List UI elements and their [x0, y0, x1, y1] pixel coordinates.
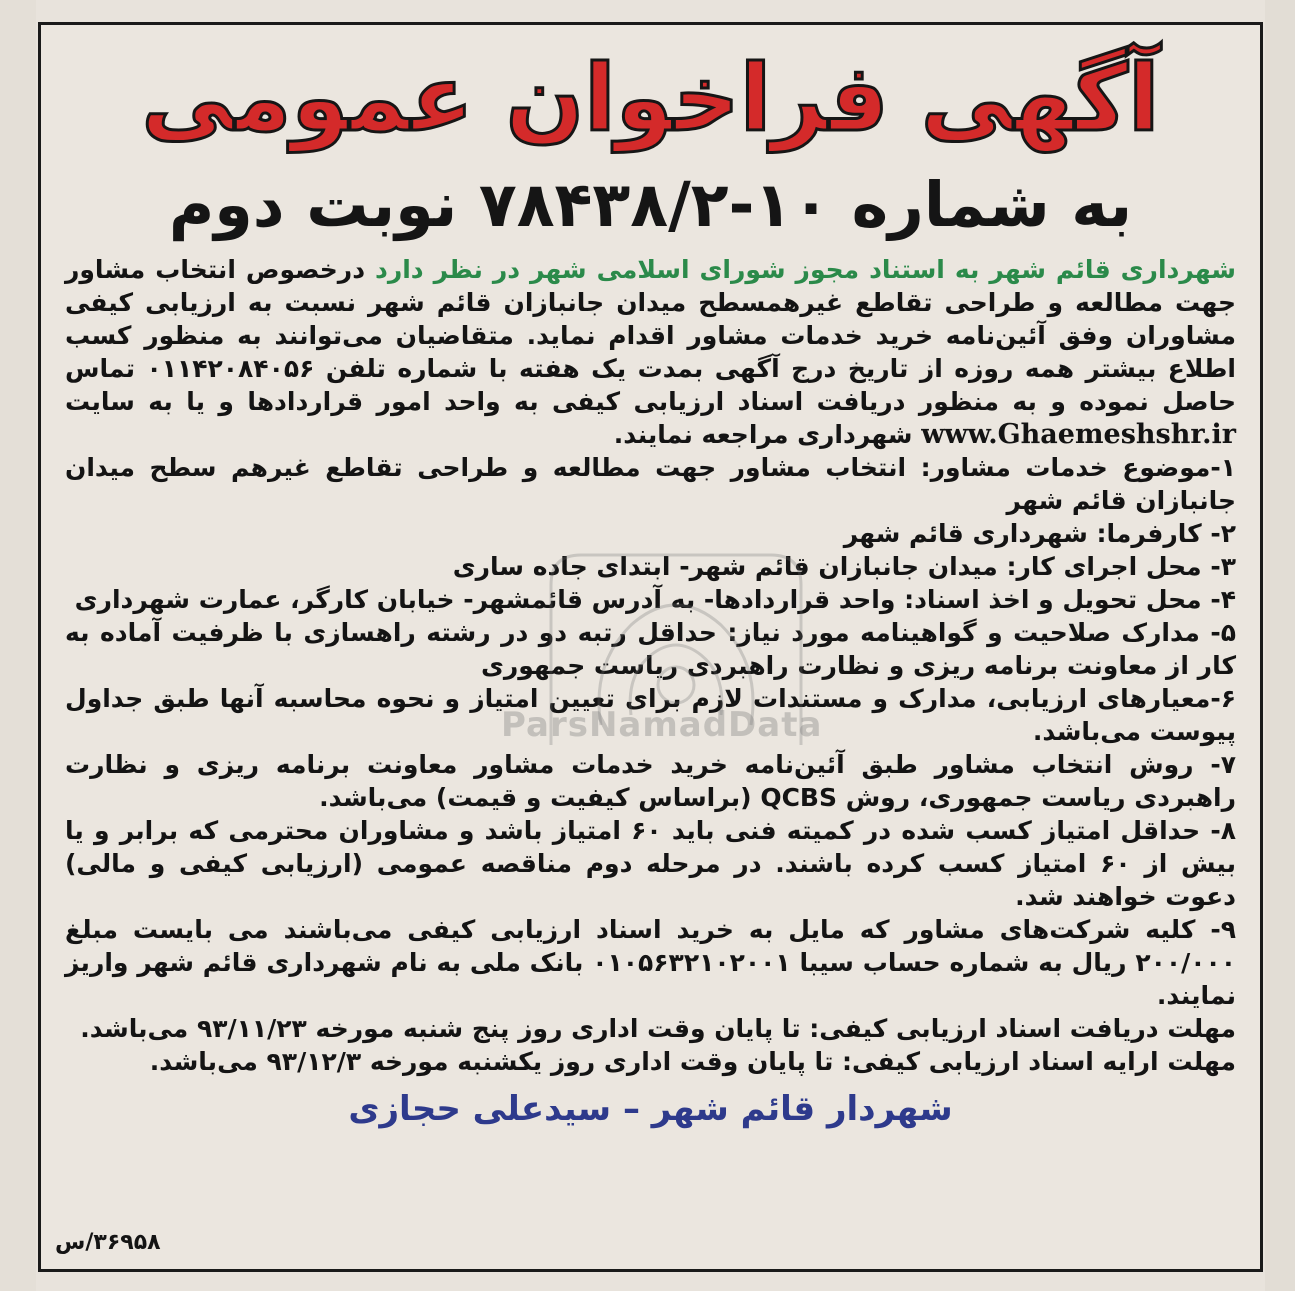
- deadline-receive: مهلت دریافت اسناد ارزیابی کیفی: تا پایان وقت اداری روز پنج شنبه مورخه ۹۳/۱۱/۲۳ می‌باشد.: [80, 1014, 1236, 1043]
- intro-paragraph: [65, 253, 1236, 451]
- list-item: ۵- مدارک صلاحیت و گواهینامه مورد نیاز: حداقل رتبه دو در رشته راهسازی با ظرفیت آماده به کار از معاونت برنامه ریزی و نظارت راهبردی ریاست جمهوری: [65, 618, 1236, 680]
- list-item: ۸- حداقل امتیاز کسب شده در کمیته فنی باید ۶۰ امتیاز باشد و مشاوران محترمی که برابر و یا بیش از ۶۰ امتیاز کسب کرده باشند. در مرحله دوم مناقصه عمومی (ارزیابی کیفی و مالی) دعوت خواهند شد.: [65, 816, 1237, 911]
- list-item: ۷- روش انتخاب مشاور طبق آئین‌نامه خرید خدمات مشاور معاونت برنامه ریزی و نظارت راهبردی ریاست جمهوری، روش QCBS (براساس کیفیت و قیمت) می‌باشد.: [65, 750, 1236, 812]
- deadline-submit: مهلت ارایه اسناد ارزیابی کیفی: تا پایان وقت اداری روز یکشنبه مورخه ۹۳/۱۲/۳ می‌باشد.: [149, 1047, 1236, 1076]
- intro-text-2: شهرداری مراجعه نمایند.: [613, 420, 922, 449]
- list-item: ۴- محل تحویل و اخذ اسناد: واحد قراردادها- به آدرس قائمشهر- خیابان کارگر، عمارت شهرداری: [74, 585, 1236, 614]
- list-item: ۹- کلیه شرکت‌های مشاور که مایل به خرید اسناد ارزیابی کیفی می‌باشند می بایست مبلغ ۲۰۰/۰۰۰ ریال به شماره حساب سیبا ۰۱۰۵۶۳۲۱۰۲۰۰۱ بانک ملی به نام شهرداری قائم شهر واریز نمایند.: [65, 915, 1236, 1010]
- signature: شهردار قائم شهر – سیدعلی حجازی: [348, 1089, 953, 1129]
- announcement-number: به شماره ۱۰-۷۸۴۳۸/۲ نوبت دوم: [168, 168, 1133, 241]
- list-item: ۲- کارفرما: شهرداری قائم شهر: [843, 519, 1236, 548]
- list-item: ۳- محل اجرای کار: میدان جانبازان قائم شهر- ابتدای جاده ساری: [452, 552, 1236, 581]
- page-edge-left: [0, 0, 36, 1291]
- announcement-title: آگهی فراخوان عمومی: [141, 45, 1160, 152]
- page-edge-right: [1265, 0, 1295, 1291]
- intro-highlight: شهرداری قائم شهر به استناد مجوز شورای اسلامی شهر در نظر دارد: [374, 255, 1236, 284]
- announcement-frame: [38, 22, 1263, 1272]
- watermark-text: ParsNamadData: [501, 705, 823, 745]
- website-link[interactable]: www.Ghaemeshshr.ir: [921, 419, 1236, 450]
- ad-code: ۳۶۹۵۸/س: [55, 1230, 161, 1255]
- intro-text-1: درخصوص انتخاب مشاور جهت مطالعه و طراحی تقاطع غیرهمسطح میدان جانبازان قائم شهر نسبت به ارزیابی کیفی مشاوران وفق آئین‌نامه خرید خدمات مشاور اقدام نماید. متقاضیان می‌توانند به منظور کسب اطلاع بیشتر همه روزه از تاریخ درج آگهی بمدت یک هفته با شماره تلفن ۰۱۱۴۲۰۸۴۰۵۶ تماس حاصل نموده و به منظور دریافت اسناد ارزیابی کیفی به واحد امور قراردادها و یا به سایت: [65, 255, 1236, 416]
- list-item: ۱-موضوع خدمات مشاور: انتخاب مشاور جهت مطالعه و طراحی تقاطع غیرهم سطح میدان جانبازان قائم شهر: [65, 453, 1236, 515]
- list-item: ۶-معیارهای ارزیابی، مدارک و مستندات لازم برای تعیین امتیاز و نحوه محاسبه آنها طبق جداول پیوست می‌باشد.: [65, 684, 1236, 746]
